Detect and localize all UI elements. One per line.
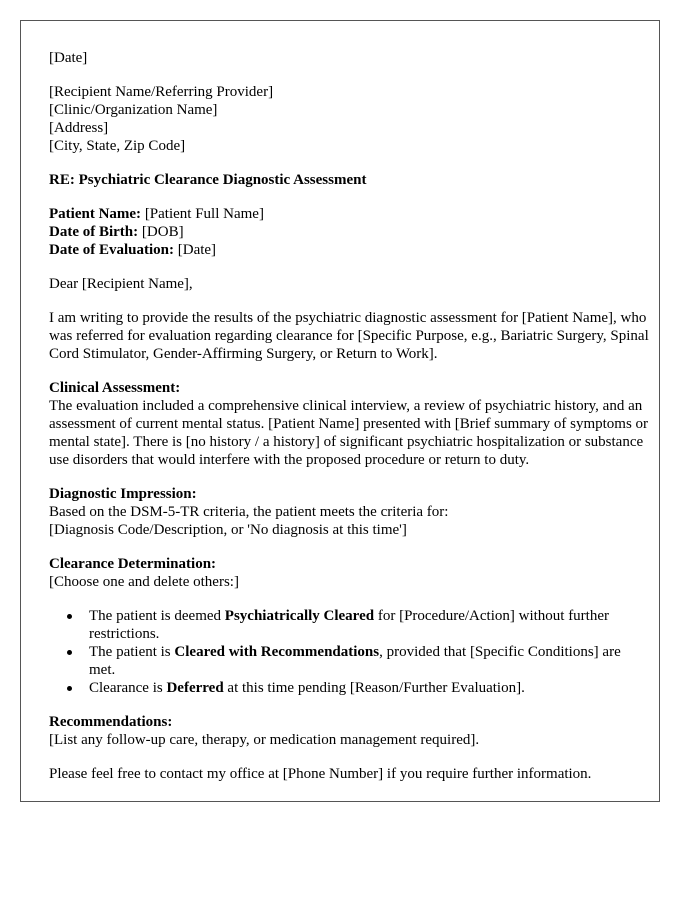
list-item: The patient is Cleared with Recommendations, provided that [Specific Conditions] are met.	[89, 643, 649, 679]
clearance-instruction: [Choose one and delete others:]	[49, 574, 239, 590]
clinical-assessment-body: The evaluation included a comprehensive clinical interview, a review of psychiatric history, and an assessment of current mental status. [Patient Name] presented with [Brief summary of symptoms or mental state]. There is [no history / a history] of significant psychiatric hospitalization or substance use disorders that would interfere with the proposed procedure or return to duty.	[49, 398, 649, 468]
diagnostic-impression-line2: [Diagnosis Code/Description, or 'No diagnosis at this time']	[49, 522, 407, 538]
patient-info	[49, 205, 649, 259]
recipient-address: [Address]	[49, 120, 109, 136]
eval-date-label: Date of Evaluation:	[49, 242, 174, 258]
list-item: Clearance is Deferred at this time pending [Reason/Further Evaluation].	[89, 679, 649, 697]
recommendations-section	[49, 713, 649, 749]
patient-name-row	[49, 205, 649, 223]
dob-value: [DOB]	[138, 224, 184, 240]
patient-name-value: [Patient Full Name]	[141, 206, 264, 222]
bullet-icon	[67, 614, 72, 619]
diagnostic-impression-section	[49, 485, 649, 539]
diagnostic-impression-heading: Diagnostic Impression:	[49, 486, 197, 502]
dob-label: Date of Birth:	[49, 224, 139, 240]
letter-body	[49, 49, 649, 783]
dob-row	[49, 223, 649, 241]
clearance-status-recommendations: Cleared with Recommendations	[174, 644, 380, 660]
recipient-city-state-zip: [City, State, Zip Code]	[49, 138, 186, 154]
recipient-clinic: [Clinic/Organization Name]	[49, 102, 218, 118]
intro-paragraph: I am writing to provide the results of the psychiatric diagnostic assessment for [Patient Name], who was referred for evaluation regarding clearance for [Specific Purpose, e.g., Bariatric Surgery, Spinal Cord Stimulator, Gender-Affirming Surgery, or Return to Work].	[49, 310, 649, 362]
eval-date-value: [Date]	[174, 242, 217, 258]
clearance-determination-section	[49, 555, 649, 697]
clearance-options-list	[49, 607, 649, 697]
closing-paragraph: Please feel free to contact my office at [Phone Number] if you require further information.	[49, 766, 592, 782]
letter-date: [Date]	[49, 50, 88, 66]
clearance-status-deferred: Deferred	[166, 680, 224, 696]
letter-page	[20, 20, 660, 802]
recipient-block	[49, 83, 649, 155]
clearance-status-cleared: Psychiatrically Cleared	[224, 608, 375, 624]
eval-date-row	[49, 241, 649, 259]
re-line: RE: Psychiatric Clearance Diagnostic Assessment	[49, 172, 367, 188]
bullet-icon	[67, 686, 72, 691]
clearance-heading: Clearance Determination:	[49, 556, 217, 572]
diagnostic-impression-line1: Based on the DSM-5-TR criteria, the patient meets the criteria for:	[49, 504, 449, 520]
salutation: Dear [Recipient Name],	[49, 276, 193, 292]
clinical-assessment-heading: Clinical Assessment:	[49, 380, 181, 396]
recipient-name: [Recipient Name/Referring Provider]	[49, 84, 274, 100]
bullet-icon	[67, 650, 72, 655]
recommendations-heading: Recommendations:	[49, 714, 173, 730]
list-item: The patient is deemed Psychiatrically Cleared for [Procedure/Action] without further restrictions.	[89, 607, 649, 643]
clinical-assessment-section	[49, 379, 649, 469]
patient-name-label: Patient Name:	[49, 206, 142, 222]
recommendations-body: [List any follow-up care, therapy, or medication management required].	[49, 732, 480, 748]
